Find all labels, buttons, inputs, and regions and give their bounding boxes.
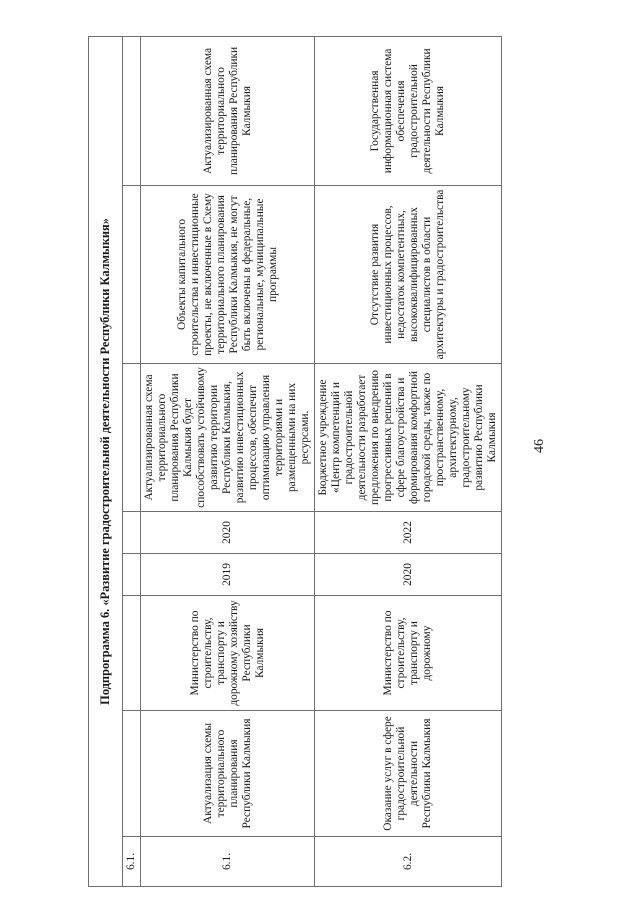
rotated-table-container — [88, 37, 498, 887]
consequences: Отсутствие развития инвестиционных процессов, недостаток компетентных, высококвалифицированных специалистов в области архитектуры и градостроительства — [315, 186, 502, 364]
empty-cell — [123, 596, 141, 711]
year-start: 2020 — [315, 554, 502, 596]
empty-cell — [123, 36, 141, 185]
expected-result: Актуализированная схема территориального планирования Республики Калмыкия будет способствовать устойчивому развитию территории Республики Калмыкия, развитию инвестиционных процессов, обеспечит оптимизацию управления территориями и размещенными на них ресурсами. — [141, 364, 315, 512]
activity-name: Оказание услуг в сфере градостроительной деятельности Республики Калмыкия — [315, 711, 502, 837]
row-number: 6.2. — [315, 837, 502, 887]
section-number: 6.1. — [123, 837, 141, 887]
row-number: 6.1. — [141, 837, 315, 887]
year-start: 2019 — [141, 554, 315, 596]
table-row — [141, 36, 315, 886]
consequences: Объекты капитального строительства и инвестиционные проекты, не включенные в Схему территориального планирования Республики Калмыкия, не могут быть включены в федеральные, региональные, муниципальные программы — [141, 186, 315, 364]
expected-result: Бюджетное учреждение «Центр компетенций и градостроительной деятельности разработает предложения по внедрению прогрессивных решений в сфере благоустройства и формирования комфортной городской среды, также по пространственному, архитектурному, градостроительному развитию Республики Калмыкия — [315, 364, 502, 512]
subprogram-title-row — [89, 36, 123, 886]
activity-name: Актуализация схемы территориального планирования Республики Калмыкия — [141, 711, 315, 837]
year-end: 2022 — [315, 512, 502, 554]
indicator: Государственная информационная система обеспечения градостроительной деятельности Республики Калмыкия — [315, 36, 502, 185]
empty-cell — [123, 554, 141, 596]
empty-cell — [123, 364, 141, 512]
empty-cell — [123, 512, 141, 554]
year-end: 2020 — [141, 512, 315, 554]
table-row — [315, 36, 502, 886]
empty-cell — [123, 711, 141, 837]
executor: Министерство по строительству, транспорту и дорожному — [315, 596, 502, 711]
program-table — [88, 36, 502, 887]
indicator: Актуализированная схема территориального планирования Республики Калмыкия — [141, 36, 315, 185]
section-number-row — [123, 36, 141, 886]
executor: Министерство по строительству, транспорту и дорожному хозяйству Республики Калмыкия — [141, 596, 315, 711]
subprogram-title: Подпрограмма 6. «Развитие градостроительной деятельности Республики Калмыкия» — [89, 36, 123, 886]
page-number: 46 — [532, 439, 547, 453]
empty-cell — [123, 186, 141, 364]
